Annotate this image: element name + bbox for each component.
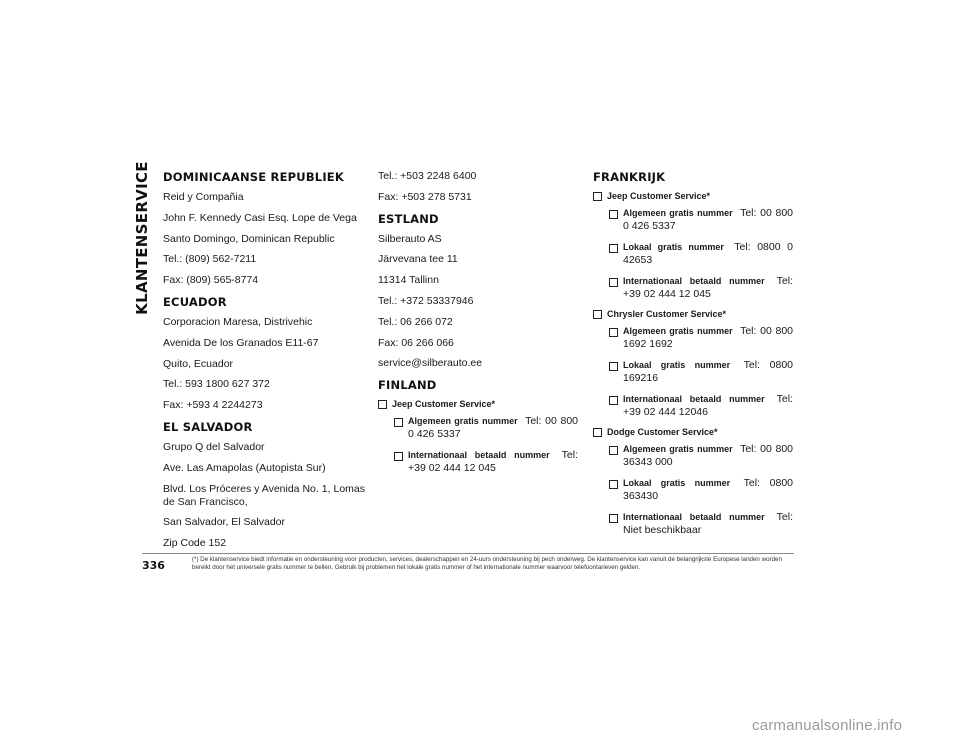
phone-entry	[609, 477, 793, 503]
bullet-square-icon	[609, 396, 618, 405]
bullet-square-icon	[609, 362, 618, 371]
text-line: Quito, Ecuador	[163, 357, 234, 370]
text-line: Grupo Q del Salvador	[163, 440, 265, 453]
text-line: Fax: 06 266 066	[378, 336, 454, 349]
service-heading-label: Jeep Customer Service*	[392, 399, 496, 410]
text-line: Reid y Compañia	[163, 191, 244, 203]
phone-entry-text	[623, 359, 793, 385]
phone-entry-text	[623, 325, 793, 351]
section-heading: ECUADOR	[163, 294, 227, 309]
text-line: John F. Kennedy Casi Esq. Lope de Vega	[163, 211, 357, 224]
bullet-square-icon	[609, 446, 618, 455]
service-heading-label: Jeep Customer Service*	[607, 191, 711, 201]
text-line: service@silberauto.ee	[378, 357, 483, 370]
section-heading: EL SALVADOR	[163, 419, 253, 434]
phone-entry	[609, 241, 793, 267]
phone-entry-text	[623, 477, 793, 503]
column-3	[593, 170, 793, 545]
column-2	[378, 170, 578, 483]
text-line: 11314 Tallinn	[378, 274, 439, 287]
column-1	[163, 170, 365, 558]
phone-entry-value: Tel: 00 800 1692 1692	[623, 325, 793, 350]
phone-entry-value: Tel: 0800 0 42653	[623, 241, 793, 266]
text-line: Tel.: 06 266 072	[378, 315, 453, 328]
bullet-square-icon	[609, 328, 618, 337]
phone-entry-text	[408, 449, 578, 475]
watermark: carmanualsonline.info	[752, 717, 903, 734]
text-line: Fax: +503 278 5731	[378, 190, 472, 203]
phone-entry-value: Tel: 0800 169216	[623, 359, 794, 384]
phone-entry-value: Tel: 00 800 0 426 5337	[408, 415, 578, 441]
phone-entry	[609, 325, 793, 351]
text-line: Santo Domingo, Dominican Republic	[163, 232, 335, 245]
section-tab-label: KLANTENSERVICE	[133, 160, 151, 315]
text-line: San Salvador, El Salvador	[163, 516, 285, 529]
text-line: Zip Code 152	[163, 537, 227, 550]
bullet-square-icon	[609, 278, 618, 287]
phone-entry-label: Internationaal betaald nummer	[408, 450, 550, 461]
footnote: (*) De klantenservice biedt informatie en ondersteuning voor producten, services, dealerschappen en 24-uurs ondersteuning bij pech onderweg. De klantenservice kan vanuit de belangrijkste Europese landen worden bereikt door het universele gratis nummer te bellen. Gebruik bij problemen het lokale gratis nummer of het internationale nummer waarvoor telefoontarieven gelden.	[192, 556, 782, 571]
bullet-square-icon	[609, 514, 618, 523]
phone-entry	[609, 359, 793, 385]
service-heading	[593, 427, 793, 437]
phone-entry-value: Tel: Niet beschikbaar	[623, 511, 793, 536]
phone-entry-text	[623, 511, 793, 537]
bullet-square-icon	[609, 480, 618, 489]
phone-entry-text	[623, 207, 793, 233]
text-line: Ave. Las Amapolas (Autopista Sur)	[163, 461, 326, 474]
phone-entry-text	[623, 393, 793, 419]
phone-entry-label: Algemeen gratis nummer	[623, 208, 733, 218]
phone-entry-text	[623, 241, 793, 267]
phone-entry-label: Internationaal betaald nummer	[623, 512, 765, 522]
text-line: Tel.: +503 2248 6400	[378, 170, 477, 182]
service-heading	[593, 309, 793, 319]
text-line: Avenida De los Granados E11-67	[163, 336, 319, 349]
phone-entry-label: Algemeen gratis nummer	[408, 416, 518, 427]
phone-entry	[609, 207, 793, 233]
service-heading-label: Dodge Customer Service*	[607, 427, 718, 437]
phone-entry-label: Lokaal gratis nummer	[623, 242, 724, 252]
phone-entry-text	[623, 443, 793, 469]
text-line: Tel.: +372 53337946	[378, 294, 474, 307]
bullet-square-icon	[593, 192, 602, 201]
section-heading: FRANKRIJK	[593, 170, 666, 184]
phone-entry-value: Tel: +39 02 444 12046	[623, 393, 793, 418]
section-heading: ESTLAND	[378, 211, 439, 226]
phone-entry-value: Tel: 00 800 0 426 5337	[623, 207, 793, 232]
phone-entry	[394, 415, 578, 441]
text-line: Tel.: (809) 562-7211	[163, 253, 257, 266]
phone-entry-text	[623, 275, 793, 301]
phone-entry	[609, 511, 793, 537]
bullet-square-icon	[593, 428, 602, 437]
text-line: Silberauto AS	[378, 232, 442, 245]
phone-entry-label: Algemeen gratis nummer	[623, 326, 733, 336]
phone-entry	[609, 443, 793, 469]
text-line: Järvevana tee 11	[378, 253, 458, 266]
phone-entry-label: Internationaal betaald nummer	[623, 394, 765, 404]
footer-rule	[142, 553, 794, 554]
phone-entry	[609, 393, 793, 419]
phone-entry-value: Tel: +39 02 444 12 045	[408, 449, 578, 475]
section-side-tab	[130, 160, 154, 315]
text-line: Fax: +593 4 2244273	[163, 399, 263, 412]
page-number: 336	[142, 559, 165, 572]
service-heading	[593, 191, 793, 201]
phone-entry-text	[408, 415, 578, 441]
text-line: Tel.: 593 1800 627 372	[163, 378, 270, 391]
text-line: Corporacion Maresa, Distrivehic	[163, 315, 313, 328]
text-line: Fax: (809) 565-8774	[163, 274, 259, 287]
phone-entry-label: Algemeen gratis nummer	[623, 444, 733, 454]
bullet-square-icon	[609, 210, 618, 219]
service-heading-label: Chrysler Customer Service*	[607, 309, 727, 319]
bullet-square-icon	[593, 310, 602, 319]
section-heading: FINLAND	[378, 378, 437, 393]
phone-entry-label: Lokaal gratis nummer	[623, 478, 731, 488]
bullet-square-icon	[378, 400, 387, 409]
section-heading: DOMINICAANSE REPUBLIEK	[163, 170, 344, 184]
phone-entry-label: Lokaal gratis nummer	[623, 360, 731, 370]
phone-entry-value: Tel: +39 02 444 12 045	[623, 275, 793, 300]
text-line: Blvd. Los Próceres y Avenida No. 1, Lomas de San Francisco,	[163, 482, 365, 508]
phone-entry-value: Tel: 0800 363430	[623, 477, 794, 502]
bullet-square-icon	[609, 244, 618, 253]
phone-entry	[609, 275, 793, 301]
phone-entry-label: Internationaal betaald nummer	[623, 276, 765, 286]
bullet-square-icon	[394, 452, 403, 461]
phone-entry-value: Tel: 00 800 36343 000	[623, 443, 793, 468]
service-heading	[378, 399, 578, 409]
phone-entry	[394, 449, 578, 475]
bullet-square-icon	[394, 418, 403, 427]
